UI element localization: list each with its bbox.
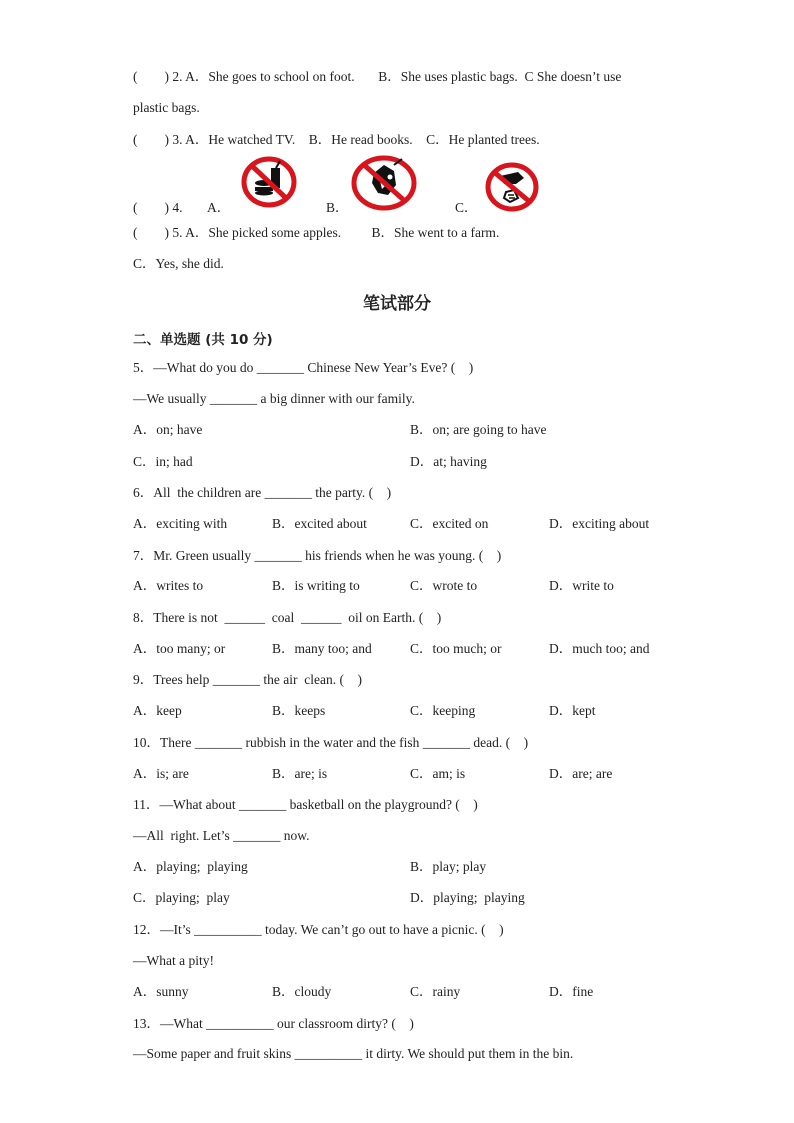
q11-option-c: C．playing; play bbox=[133, 890, 230, 905]
question-12-reply: —What a pity! bbox=[133, 953, 214, 968]
q4-paren: ( ) 4. bbox=[133, 200, 183, 215]
question-13: 13．—What __________ our classroom dirty? ( ) bbox=[133, 1016, 414, 1031]
q2-line2: plastic bags. bbox=[133, 100, 200, 115]
q9-option-c: C．keeping bbox=[410, 703, 476, 718]
no-food-drink-icon bbox=[240, 156, 298, 208]
question-12: 12．—It’s __________ today. We can’t go out to have a picnic. ( ) bbox=[133, 922, 504, 937]
question-8: 8．There is not ______ coal ______ oil on Earth. ( ) bbox=[133, 610, 442, 625]
q4-option-b: B． bbox=[326, 200, 349, 215]
q3-line: ( ) 3. A．He watched TV. B．He read books. C．He planted trees. bbox=[133, 132, 540, 147]
q5-option-b: B．on; are going to have bbox=[410, 422, 547, 437]
question-11-reply: —All right. Let’s _______ now. bbox=[133, 828, 310, 843]
question-5-reply: —We usually _______ a big dinner with our family. bbox=[133, 391, 415, 406]
q2-line1: ( ) 2. A．She goes to school on foot. B．She uses plastic bags. C She doesn’t use bbox=[133, 69, 622, 84]
q8-option-b: B．many too; and bbox=[272, 641, 372, 656]
q5-option-c2: C．in; had bbox=[133, 454, 193, 469]
q12-option-a: A．sunny bbox=[133, 984, 189, 999]
q11-option-b: B．play; play bbox=[410, 859, 487, 874]
q8-option-d: D．much too; and bbox=[549, 641, 650, 656]
question-11: 11．—What about _______ basketball on the playground? ( ) bbox=[133, 797, 478, 812]
q8-option-c: C．too much; or bbox=[410, 641, 502, 656]
q12-option-b: B．cloudy bbox=[272, 984, 332, 999]
q7-option-d: D．write to bbox=[549, 578, 614, 593]
section-title: 笔试部分 bbox=[363, 294, 431, 314]
q10-option-a: A．is; are bbox=[133, 766, 189, 781]
q12-option-c: C．rainy bbox=[410, 984, 461, 999]
question-6: 6．All the children are _______ the party. ( ) bbox=[133, 485, 392, 500]
q7-option-b: B．is writing to bbox=[272, 578, 360, 593]
question-5: 5．—What do you do _______ Chinese New Year’s Eve? ( ) bbox=[133, 360, 474, 375]
q12-option-d: D．fine bbox=[549, 984, 594, 999]
q7-option-a: A．writes to bbox=[133, 578, 204, 593]
q9-option-d: D．kept bbox=[549, 703, 596, 718]
question-9: 9．Trees help _______ the air clean. ( ) bbox=[133, 672, 362, 687]
question-7: 7．Mr. Green usually _______ his friends when he was young. ( ) bbox=[133, 548, 502, 563]
q10-option-d: D．are; are bbox=[549, 766, 613, 781]
section-heading: 二、单选题 (共 10 分) bbox=[133, 332, 273, 348]
q5-option-c: C．Yes, she did. bbox=[133, 256, 224, 271]
q10-option-b: B．are; is bbox=[272, 766, 328, 781]
q10-option-c: C．am; is bbox=[410, 766, 466, 781]
q11-option-a: A．playing; playing bbox=[133, 859, 248, 874]
q6-option-b: B．excited about bbox=[272, 516, 367, 531]
q6-option-a: A．exciting with bbox=[133, 516, 228, 531]
no-fishing-icon bbox=[350, 155, 418, 211]
q6-option-c: C．excited on bbox=[410, 516, 489, 531]
q8-option-a: A．too many; or bbox=[133, 641, 226, 656]
question-10: 10．There _______ rubbish in the water and the fish _______ dead. ( ) bbox=[133, 735, 529, 750]
q9-option-a: A．keep bbox=[133, 703, 182, 718]
q5-option-a: A．on; have bbox=[133, 422, 203, 437]
q5-option-d: D．at; having bbox=[410, 454, 487, 469]
question-13-reply: —Some paper and fruit skins __________ it dirty. We should put them in the bin. bbox=[133, 1046, 574, 1061]
q11-option-d: D．playing; playing bbox=[410, 890, 525, 905]
q4-option-a: A． bbox=[207, 200, 231, 215]
q6-option-d: D．exciting about bbox=[549, 516, 650, 531]
q7-option-c: C．wrote to bbox=[410, 578, 478, 593]
q5-line: ( ) 5. A．She picked some apples. B．She went to a farm. bbox=[133, 225, 500, 240]
q4-option-c: C． bbox=[455, 200, 478, 215]
q9-option-b: B．keeps bbox=[272, 703, 326, 718]
no-litter-icon bbox=[484, 162, 540, 212]
